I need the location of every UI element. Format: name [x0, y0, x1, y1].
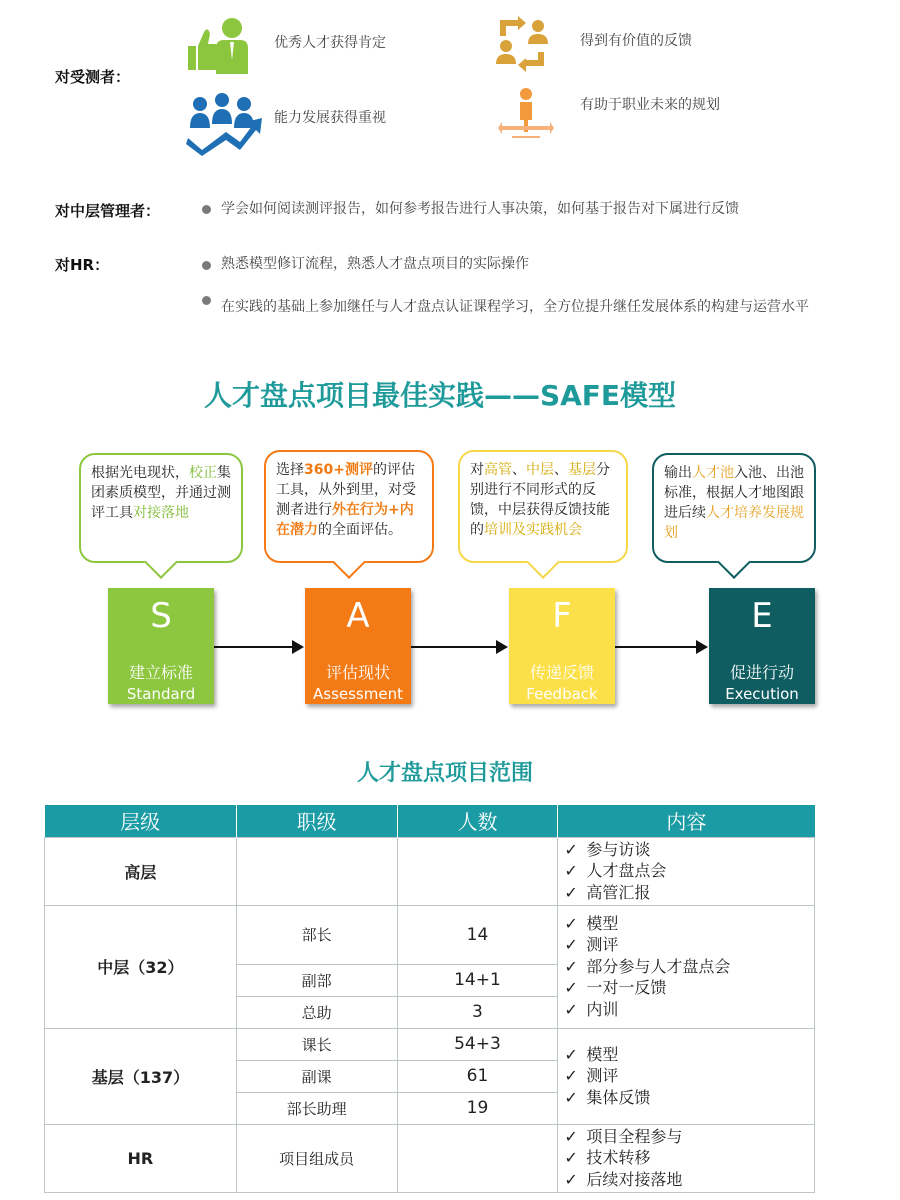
rank-cell — [236, 837, 397, 905]
scope-table — [44, 805, 815, 1193]
bullet-dot — [202, 296, 211, 305]
hr-bullet-2-clip — [221, 289, 821, 339]
count-cell — [397, 1124, 558, 1192]
arrow-right-icon — [292, 640, 304, 654]
rank-cell: 项目组成员 — [236, 1124, 397, 1192]
safe-step-cn: 评估现状 — [325, 663, 390, 682]
rank-cell: 部长助理 — [236, 1092, 397, 1124]
header-rank: 职级 — [236, 805, 397, 837]
safe-letter: S — [150, 596, 172, 636]
count-cell: 19 — [397, 1092, 558, 1124]
safe-letter: F — [552, 596, 572, 636]
arrow-right-icon — [696, 640, 708, 654]
header-content: 内容 — [558, 805, 815, 837]
count-cell: 3 — [397, 996, 558, 1028]
count-cell: 14 — [397, 905, 558, 964]
career-direction-icon — [498, 86, 554, 140]
count-cell: 54+3 — [397, 1028, 558, 1060]
arrow-line — [214, 646, 294, 648]
bullet-dot — [202, 205, 211, 214]
safe-step-en: Assessment — [313, 685, 403, 703]
safe-step-assessment — [305, 588, 411, 704]
level-cell: 中层（32） — [45, 905, 237, 1028]
level-cell: 高层 — [45, 837, 237, 905]
content-cell: ✓ 参与访谈 ✓ 人才盘点会 ✓ 高管汇报 — [558, 837, 815, 905]
safe-step-cn: 促进行动 — [729, 663, 794, 682]
level-cell: 基层（137） — [45, 1028, 237, 1124]
middle-manager-bullet: 学会如何阅读测评报告，如何参考报告进行人事决策，如何基于报告对下属进行反馈 — [221, 201, 739, 217]
safe-step-en: Standard — [126, 685, 196, 703]
bubble-execution: 输出人才池入池、出池标准，根据人才地图跟进后续人才培养发展规划 — [652, 453, 816, 563]
content-cell: ✓ 项目全程参与 ✓ 技术转移 ✓ 后续对接落地 — [558, 1124, 815, 1192]
bubble-assessment: 选择360+测评的评估工具，从外到里，对受测者进行外在行为+内在潜力的全面评估。 — [264, 450, 434, 563]
bubble-standard: 根据光电现状，校正集团素质模型，并通过测评工具对接落地 — [79, 453, 243, 563]
rank-cell: 总助 — [236, 996, 397, 1028]
rank-cell: 课长 — [236, 1028, 397, 1060]
safe-title: 人才盘点项目最佳实践——SAFE模型 — [203, 379, 677, 412]
count-cell — [397, 837, 558, 905]
benefit-text-3: 能力发展获得重视 — [274, 110, 386, 126]
rank-cell: 部长 — [236, 905, 397, 964]
table-row — [45, 905, 815, 964]
exchange-people-icon — [492, 16, 552, 72]
table-row — [45, 1124, 815, 1192]
scope-title: 人才盘点项目范围 — [356, 761, 533, 786]
arrow-right-icon — [496, 640, 508, 654]
safe-step-standard — [108, 588, 214, 704]
hr-bullet-1: 熟悉模型修订流程，熟悉人才盘点项目的实际操作 — [221, 256, 529, 272]
level-cell: HR — [45, 1124, 237, 1192]
safe-step-feedback — [509, 588, 615, 704]
table-row — [45, 837, 815, 905]
header-count: 人数 — [397, 805, 558, 837]
count-cell: 14+1 — [397, 964, 558, 996]
safe-letter: A — [346, 596, 370, 636]
middle-manager-label: 对中层管理者： — [55, 202, 161, 220]
benefit-text-1: 优秀人才获得肯定 — [274, 35, 386, 51]
safe-step-execution — [709, 588, 815, 704]
rank-cell: 副部 — [236, 964, 397, 996]
header-level: 层级 — [45, 805, 237, 837]
bubble-feedback: 对高管、中层、基层分别进行不同形式的反馈，中层获得反馈技能的培训及实践机会 — [458, 450, 628, 563]
arrow-line — [411, 646, 498, 648]
team-growth-icon — [186, 92, 262, 156]
safe-step-en: Feedback — [526, 685, 598, 703]
benefit-text-2: 得到有价值的反馈 — [580, 33, 692, 49]
bullet-dot — [202, 261, 211, 270]
table-header-row — [45, 805, 815, 837]
safe-step-cn: 传递反馈 — [529, 663, 594, 682]
safe-step-en: Execution — [725, 685, 799, 703]
hr-bullet-2: 在实践的基础上参加继任与人才盘点认证课程学习，全方位提升继任发展体系的构建与运营水平 — [221, 299, 809, 315]
safe-letter: E — [751, 596, 773, 636]
hr-label: 对HR： — [55, 256, 110, 274]
table-row — [45, 1028, 815, 1060]
examinee-label: 对受测者： — [55, 68, 131, 86]
safe-step-cn: 建立标准 — [128, 663, 193, 682]
content-cell: ✓ 模型 ✓ 测评 ✓ 集体反馈 — [558, 1028, 815, 1124]
rank-cell: 副课 — [236, 1060, 397, 1092]
thumbs-up-person-icon — [186, 16, 260, 74]
count-cell: 61 — [397, 1060, 558, 1092]
benefit-text-4: 有助于职业未来的规划 — [580, 97, 720, 113]
arrow-line — [615, 646, 698, 648]
content-cell: ✓ 模型 ✓ 测评 ✓ 部分参与人才盘点会 ✓ 一对一反馈 ✓ 内训 — [558, 905, 815, 1028]
